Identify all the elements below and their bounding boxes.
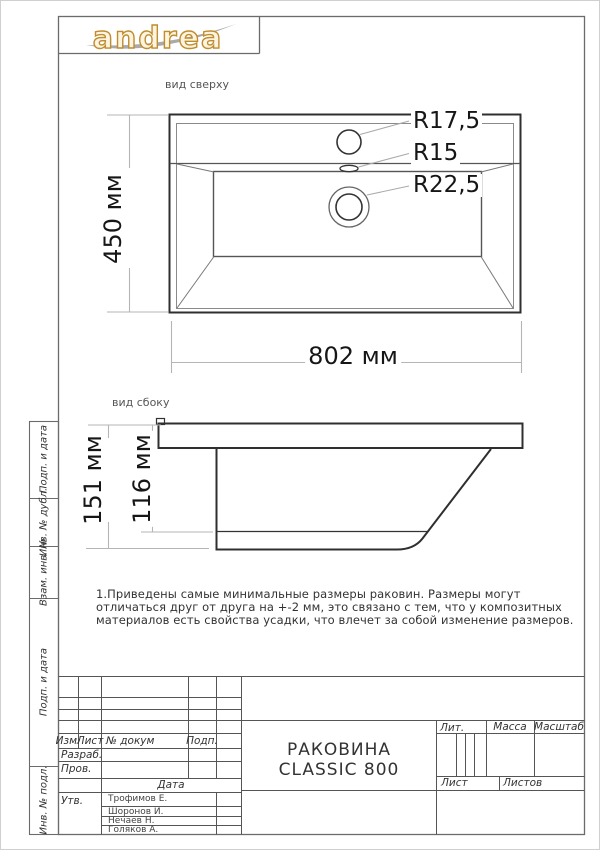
- callout-r22: R22,5: [413, 172, 481, 198]
- tb-lit-label: Лит.: [440, 722, 465, 734]
- tb-prov-label: Пров.: [61, 763, 92, 775]
- sink-slab-side: [159, 424, 523, 449]
- dim-116: 116 мм: [128, 431, 156, 527]
- dim-450: 450 мм: [99, 171, 127, 267]
- drawing-title-line2: CLASSIC 800: [278, 760, 400, 780]
- sidebar-item-podp-data-2: Подп. и дата: [38, 647, 50, 717]
- overflow-slot: [340, 165, 358, 171]
- tb-name-4: Голяков А.: [108, 825, 159, 835]
- tb-list-label: Лист: [76, 735, 104, 747]
- side-view-label: вид сбоку: [112, 396, 170, 409]
- tb-data-label: Дата: [157, 779, 185, 791]
- dim-802: 802 мм: [305, 342, 401, 370]
- dim-151: 151 мм: [79, 432, 107, 528]
- tb-name-3: Нечаев Н.: [108, 816, 155, 826]
- tb-sheet-label: Лист: [441, 777, 468, 789]
- top-view-label: вид сверху: [165, 78, 230, 91]
- sidebar-item-inv-podl: Инв. № подл.: [38, 765, 50, 835]
- tb-sheets-label: Листов: [503, 777, 543, 789]
- sidebar-item-vzam-inv: Взам. инв. №: [38, 538, 50, 606]
- faucet-hole: [337, 130, 361, 154]
- andrea-logo: [58, 16, 259, 53]
- drawing-title-line1: РАКОВИНА: [286, 740, 392, 760]
- tb-izm-label: Изм.: [55, 735, 81, 747]
- basin-profile: [217, 449, 492, 550]
- tb-doc-label: № докум: [106, 735, 155, 747]
- tb-name-1: Трофимов Е.: [108, 794, 168, 804]
- callout-r15: R15: [413, 140, 459, 166]
- tb-utv-label: Утв.: [61, 795, 84, 807]
- callout-leader-lines: [359, 121, 410, 195]
- tb-name-2: Шоронов И.: [108, 806, 164, 817]
- logo-text: andrea: [92, 21, 224, 53]
- tb-podp-label: Подп.: [186, 735, 218, 747]
- drain-hole-inner: [336, 194, 362, 220]
- tb-masshtab-label: Масштаб: [534, 721, 584, 733]
- note-line-3: материалов есть свойства усадки, что влечет за собой изменение размеров.: [96, 612, 574, 627]
- callout-r17: R17,5: [413, 108, 481, 134]
- notes-block: [96, 588, 574, 626]
- sidebar-item-inv-dubl: Инв. № дубл.: [38, 487, 50, 557]
- tb-razrab-label: Разраб.: [61, 749, 103, 761]
- sidebar-item-podp-data-1: Подп. и дата: [38, 424, 50, 494]
- note-line-2: отличаться друг от друга на +-2 мм, это связано с тем, что у композитных: [96, 599, 562, 614]
- tb-massa-label: Масса: [493, 721, 527, 733]
- note-line-1: 1.Приведены самые минимальные размеры раковин. Размеры могут: [96, 587, 521, 601]
